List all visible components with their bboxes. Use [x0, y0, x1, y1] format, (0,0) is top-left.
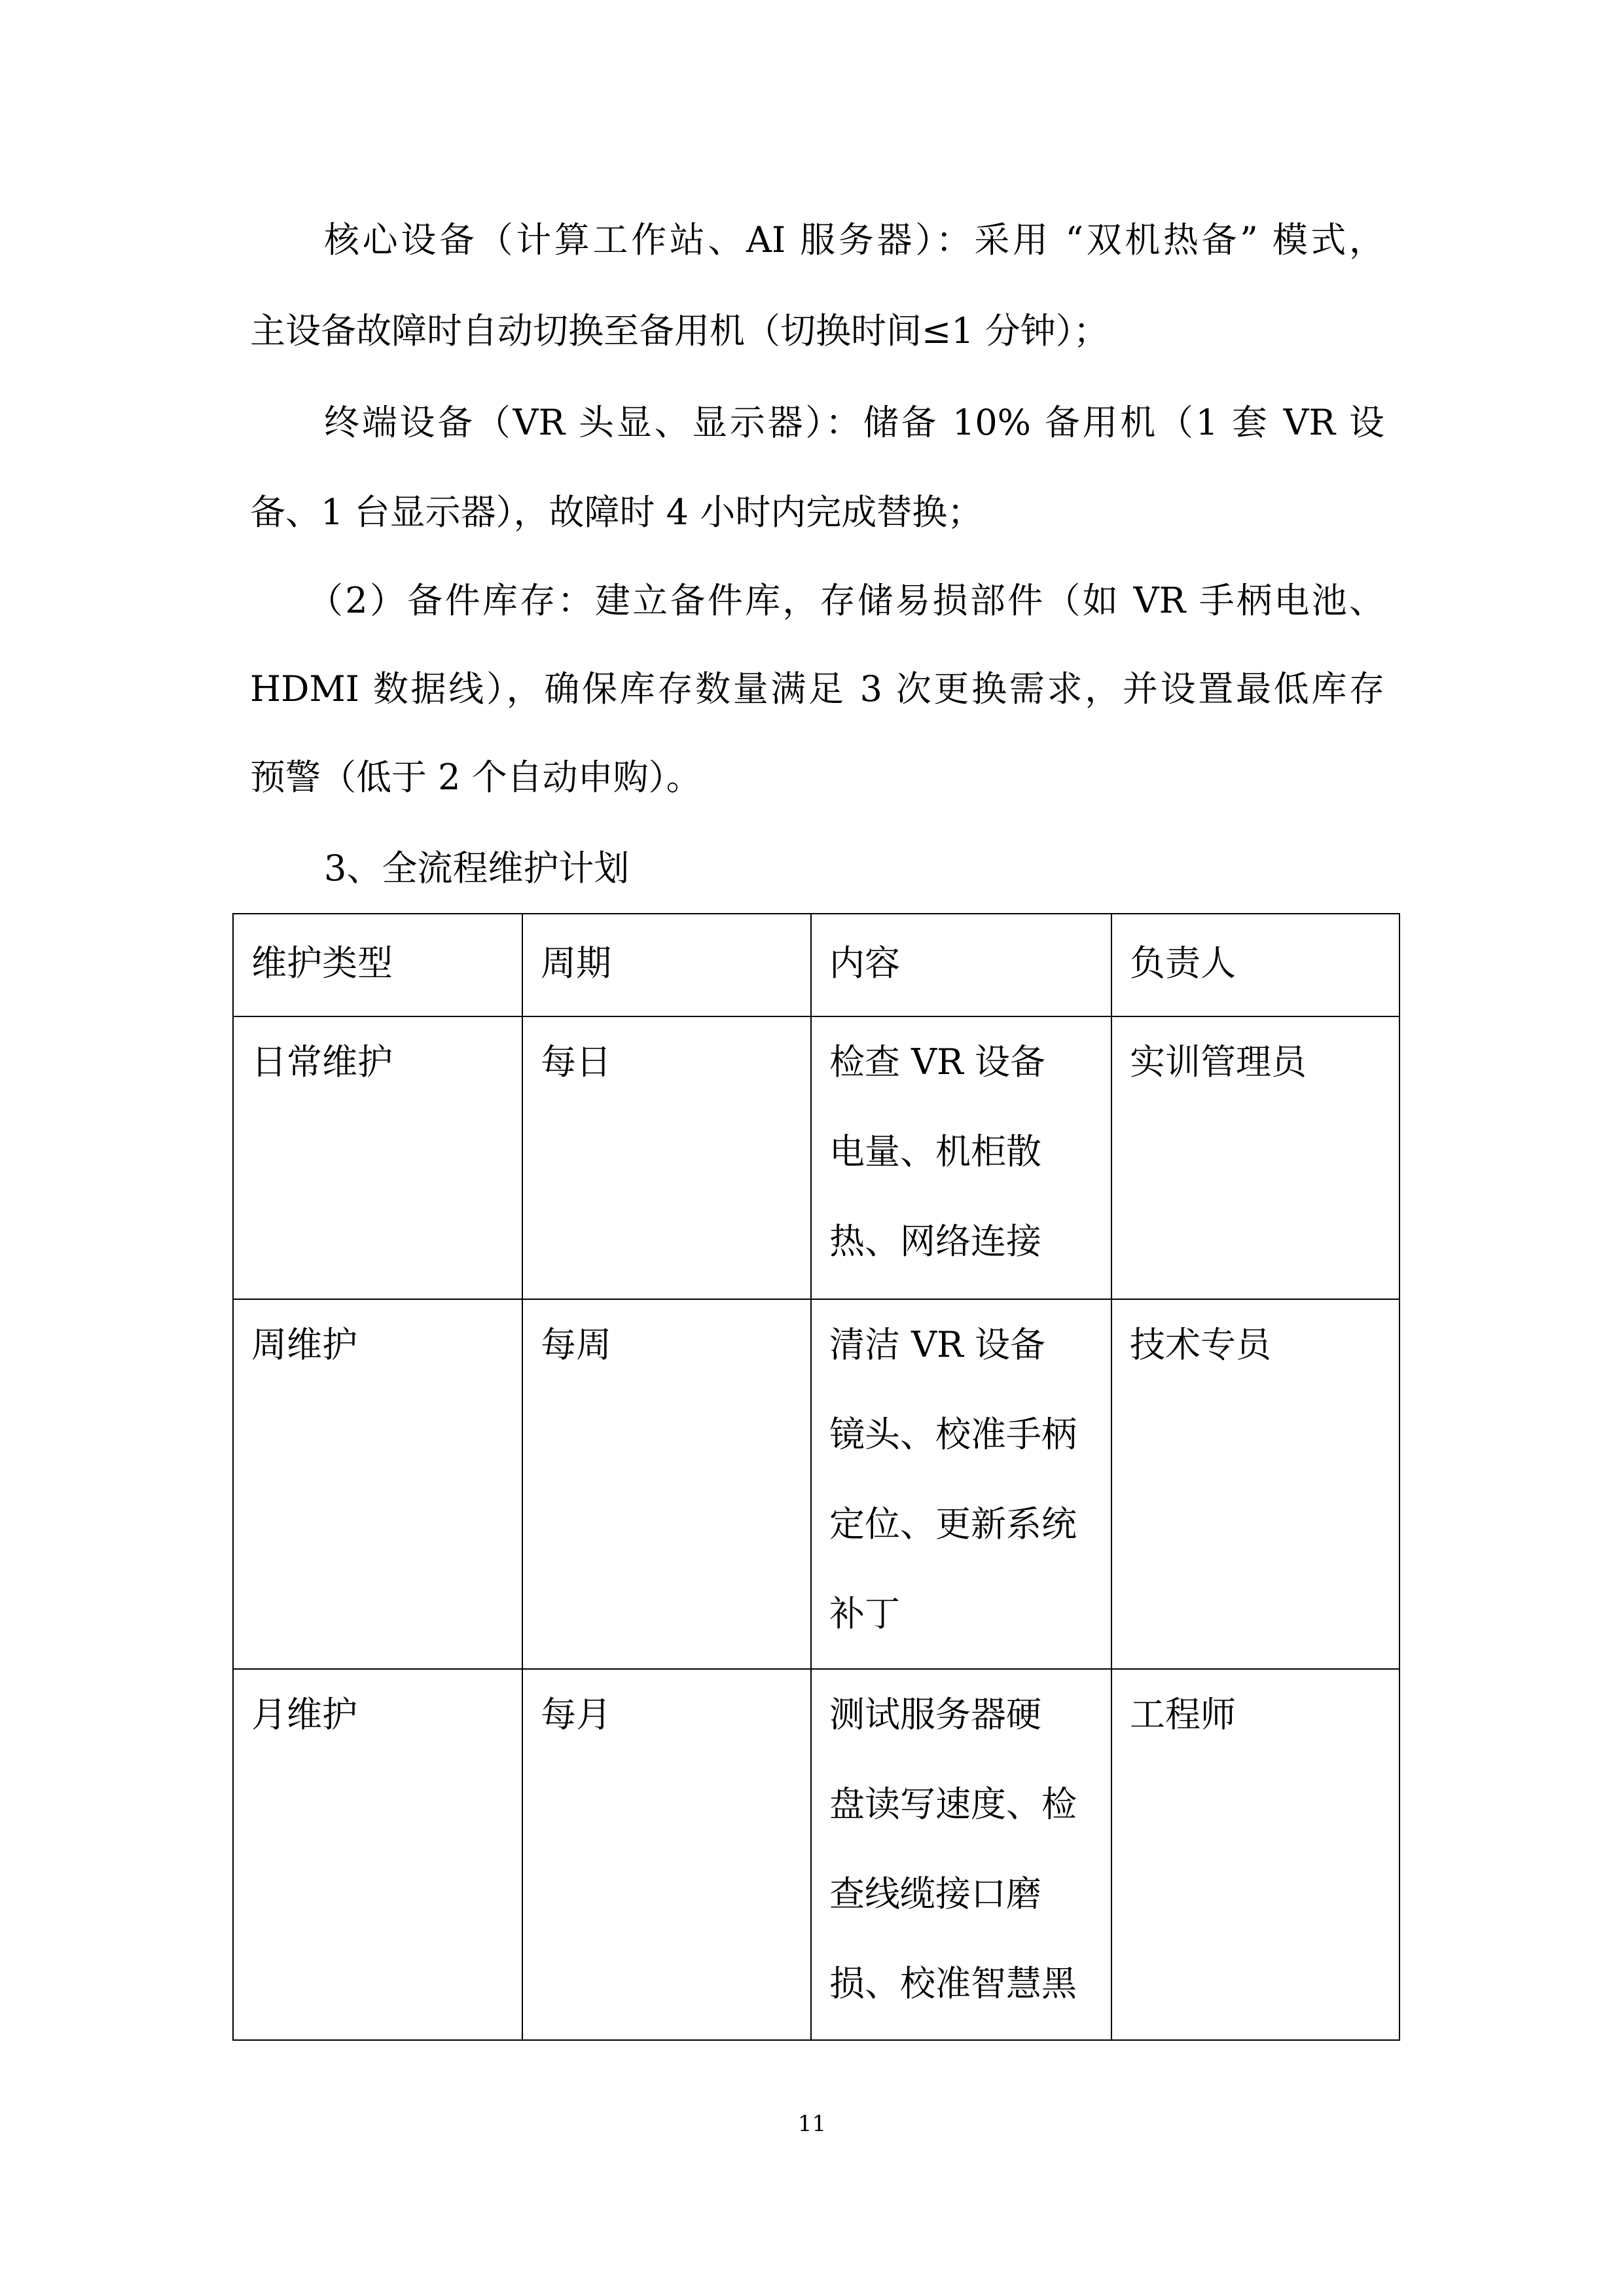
period-cell: 每月: [522, 1669, 811, 2040]
type-cell: 周维护: [233, 1299, 522, 1669]
text-line: 终端设备（VR 头显、显示器）：储备 10% 备用机（1 套 VR 设: [324, 402, 1384, 443]
owner-cell: 工程师: [1111, 1669, 1399, 2040]
maintenance-plan-table: [232, 913, 1400, 2041]
table-row: [233, 1669, 1399, 2040]
content-cell: [811, 1669, 1111, 2040]
type-cell: 月维护: [233, 1669, 522, 2040]
table-row: [233, 1299, 1399, 1669]
period-cell: 每周: [522, 1299, 811, 1669]
text-line: （2）备件库存：建立备件库，存储易损部件（如 VR 手柄电池、: [308, 580, 1384, 621]
content-cell: [811, 1016, 1111, 1299]
owner-cell: 实训管理员: [1111, 1016, 1399, 1299]
header-cell: 负责人: [1111, 914, 1399, 1016]
page-number: 11: [797, 2111, 827, 2137]
header-cell: 内容: [811, 914, 1111, 1016]
content-line: 检查 VR 设备: [829, 1041, 1045, 1083]
text-line: 备、1 台显示器），故障时 4 小时内完成替换；: [250, 492, 983, 533]
header-cell: 维护类型: [233, 914, 522, 1016]
content-cell: [811, 1299, 1111, 1669]
text-line: 核心设备（计算工作站、AI 服务器）：采用 “双机热备” 模式，: [324, 219, 1384, 260]
text-line: HDMI 数据线），确保库存数量满足 3 次更换需求，并设置最低库存: [250, 668, 1384, 709]
table-row: [233, 1016, 1399, 1299]
content-line: 定位、更新系统: [829, 1503, 1077, 1545]
content-line: 热、网络连接: [829, 1221, 1041, 1262]
content-line: 查线缆接口磨: [829, 1873, 1041, 1914]
content-line: 损、校准智慧黑: [829, 1963, 1077, 2004]
header-cell: 周期: [522, 914, 811, 1016]
content-line: 补丁: [829, 1593, 900, 1634]
content-line: 清洁 VR 设备: [829, 1324, 1045, 1365]
text-line: 主设备故障时自动切换至备用机（切换时间≤1 分钟）；: [250, 310, 1109, 351]
type-cell: 日常维护: [233, 1016, 522, 1299]
period-cell: 每日: [522, 1016, 811, 1299]
owner-cell: 技术专员: [1111, 1299, 1399, 1669]
section-heading: 3、全流程维护计划: [324, 848, 630, 889]
content-line: 测试服务器硬: [829, 1694, 1041, 1735]
content-line: 电量、机柜散: [829, 1131, 1041, 1172]
content-line: 盘读写速度、检: [829, 1784, 1077, 1825]
content-line: 镜头、校准手柄: [829, 1414, 1077, 1455]
table-header-row: [233, 914, 1399, 1016]
text-line: 预警（低于 2 个自动申购）。: [250, 757, 702, 798]
